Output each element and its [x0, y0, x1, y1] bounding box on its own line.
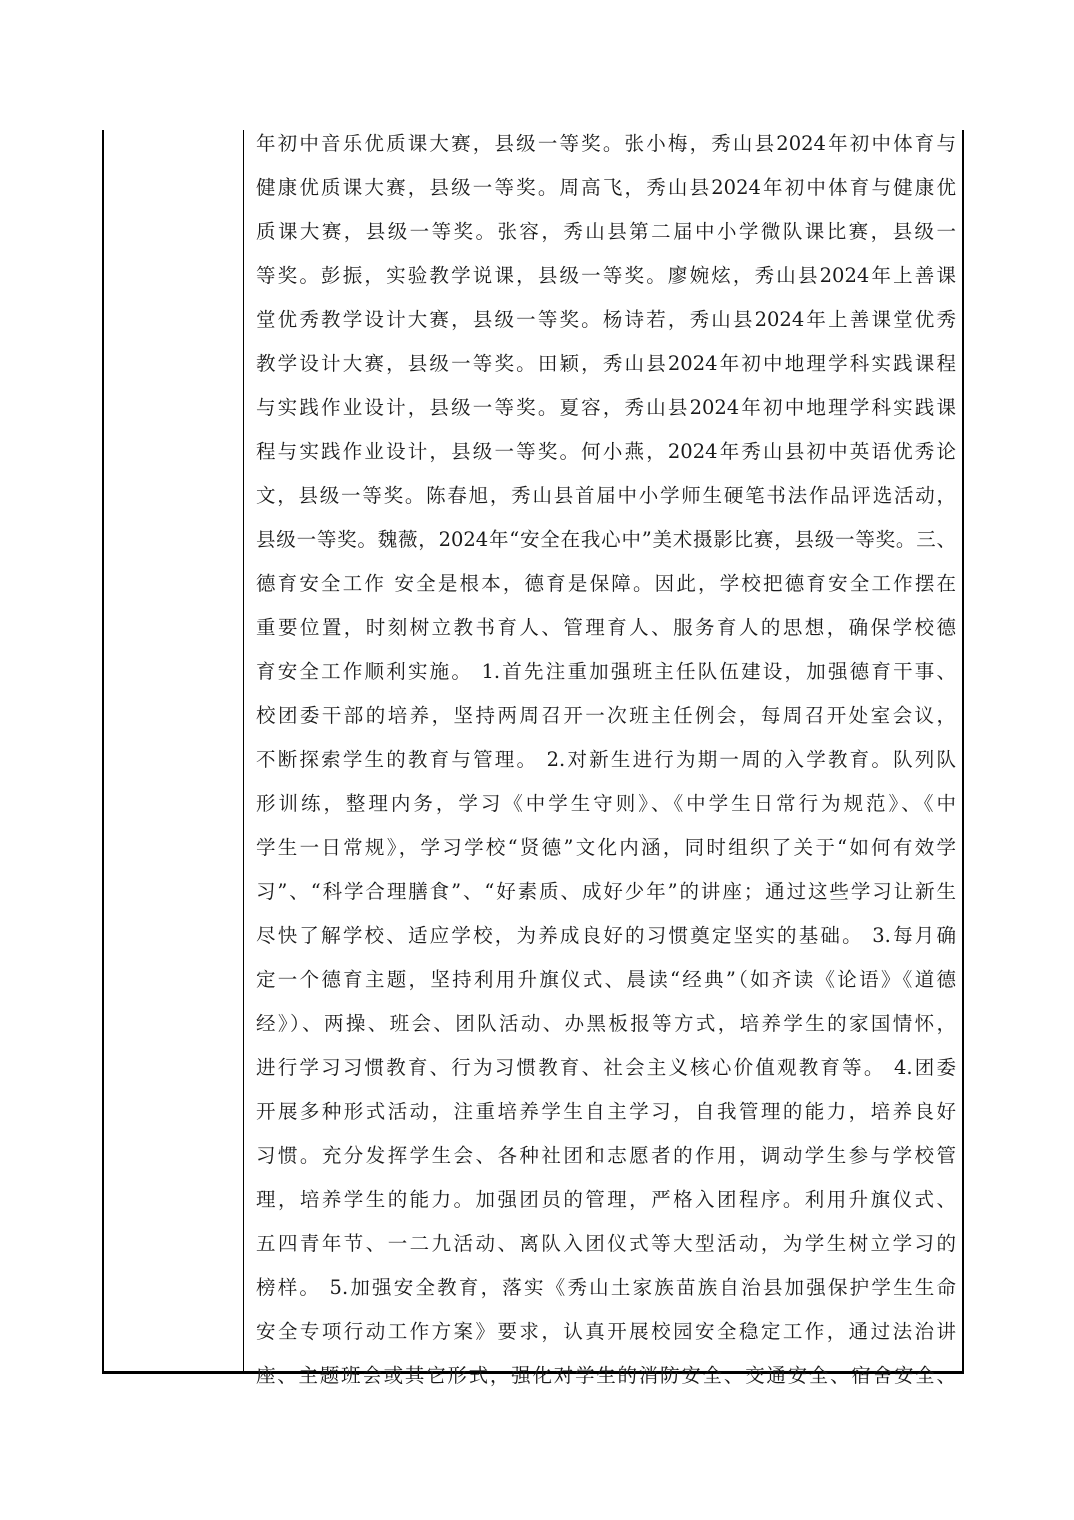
text-line: 习”、“科学合理膳食”、“好素质、成好少年”的讲座；通过这些学习让新生 [256, 880, 956, 903]
text-line: 不断探索学生的教育与管理。 2.对新生进行为期一周的入学教育。队列队 [256, 748, 956, 771]
text-line: 进行学习习惯教育、行为习惯教育、社会主义核心价值观教育等。 4.团委 [256, 1056, 956, 1079]
text-line: 教学设计大赛，县级一等奖。田颖，秀山县2024年初中地理学科实践课程 [256, 352, 956, 375]
text-line: 等奖。彭振，实验教学说课，县级一等奖。廖婉炫，秀山县2024年上善课 [256, 264, 956, 287]
table-label-cell [104, 130, 244, 1371]
table-content-cell [256, 130, 956, 1387]
text-line: 尽快了解学校、适应学校，为养成良好的习惯奠定坚实的基础。 3.每月确 [256, 924, 956, 947]
text-line: 堂优秀教学设计大赛，县级一等奖。杨诗若，秀山县2024年上善课堂优秀 [256, 308, 956, 331]
text-line: 形训练，整理内务，学习《中学生守则》、《中学生日常行为规范》、《中 [256, 792, 956, 815]
text-line: 五四青年节、一二九活动、离队入团仪式等大型活动，为学生树立学习的 [256, 1232, 956, 1255]
text-line: 县级一等奖。魏薇，2024年“安全在我心中”美术摄影比赛，县级一等奖。三、 [256, 528, 956, 551]
text-line: 座、主题班会或其它形式，强化对学生的消防安全、交通安全、宿舍安全、 [256, 1364, 956, 1387]
text-line: 安全专项行动工作方案》要求，认真开展校园安全稳定工作，通过法治讲 [256, 1320, 956, 1343]
text-line: 理，培养学生的能力。加强团员的管理，严格入团程序。利用升旗仪式、 [256, 1188, 956, 1211]
text-line: 重要位置，时刻树立教书育人、管理育人、服务育人的思想，确保学校德 [256, 616, 956, 639]
text-line: 校团委干部的培养，坚持两周召开一次班主任例会，每周召开处室会议， [256, 704, 956, 727]
text-line: 质课大赛，县级一等奖。张容，秀山县第二届中小学微队课比赛，县级一 [256, 220, 956, 243]
text-line: 习惯。充分发挥学生会、各种社团和志愿者的作用，调动学生参与学校管 [256, 1144, 956, 1167]
text-line: 健康优质课大赛，县级一等奖。周高飞，秀山县2024年初中体育与健康优 [256, 176, 956, 199]
text-line: 程与实践作业设计，县级一等奖。何小燕，2024年秀山县初中英语优秀论 [256, 440, 956, 463]
text-line: 经》）、两操、班会、团队活动、办黑板报等方式，培养学生的家国情怀， [256, 1012, 956, 1035]
text-line: 年初中音乐优质课大赛，县级一等奖。张小梅，秀山县2024年初中体育与 [256, 132, 956, 155]
text-line: 定一个德育主题，坚持利用升旗仪式、晨读“经典”（如齐读《论语》《道德 [256, 968, 956, 991]
text-line: 开展多种形式活动，注重培养学生自主学习，自我管理的能力，培养良好 [256, 1100, 956, 1123]
text-line: 文，县级一等奖。陈春旭，秀山县首届中小学师生硬笔书法作品评选活动， [256, 484, 956, 507]
text-line: 与实践作业设计，县级一等奖。夏容，秀山县2024年初中地理学科实践课 [256, 396, 956, 419]
text-line: 育安全工作顺利实施。 1.首先注重加强班主任队伍建设，加强德育干事、 [256, 660, 956, 683]
text-line: 榜样。 5.加强安全教育，落实《秀山土家族苗族自治县加强保护学生生命 [256, 1276, 956, 1299]
report-table [102, 130, 964, 1387]
text-line: 学生一日常规》，学习学校“贤德”文化内涵，同时组织了关于“如何有效学 [256, 836, 956, 859]
text-line: 德育安全工作 安全是根本，德育是保障。因此，学校把德育安全工作摆在 [256, 572, 956, 595]
